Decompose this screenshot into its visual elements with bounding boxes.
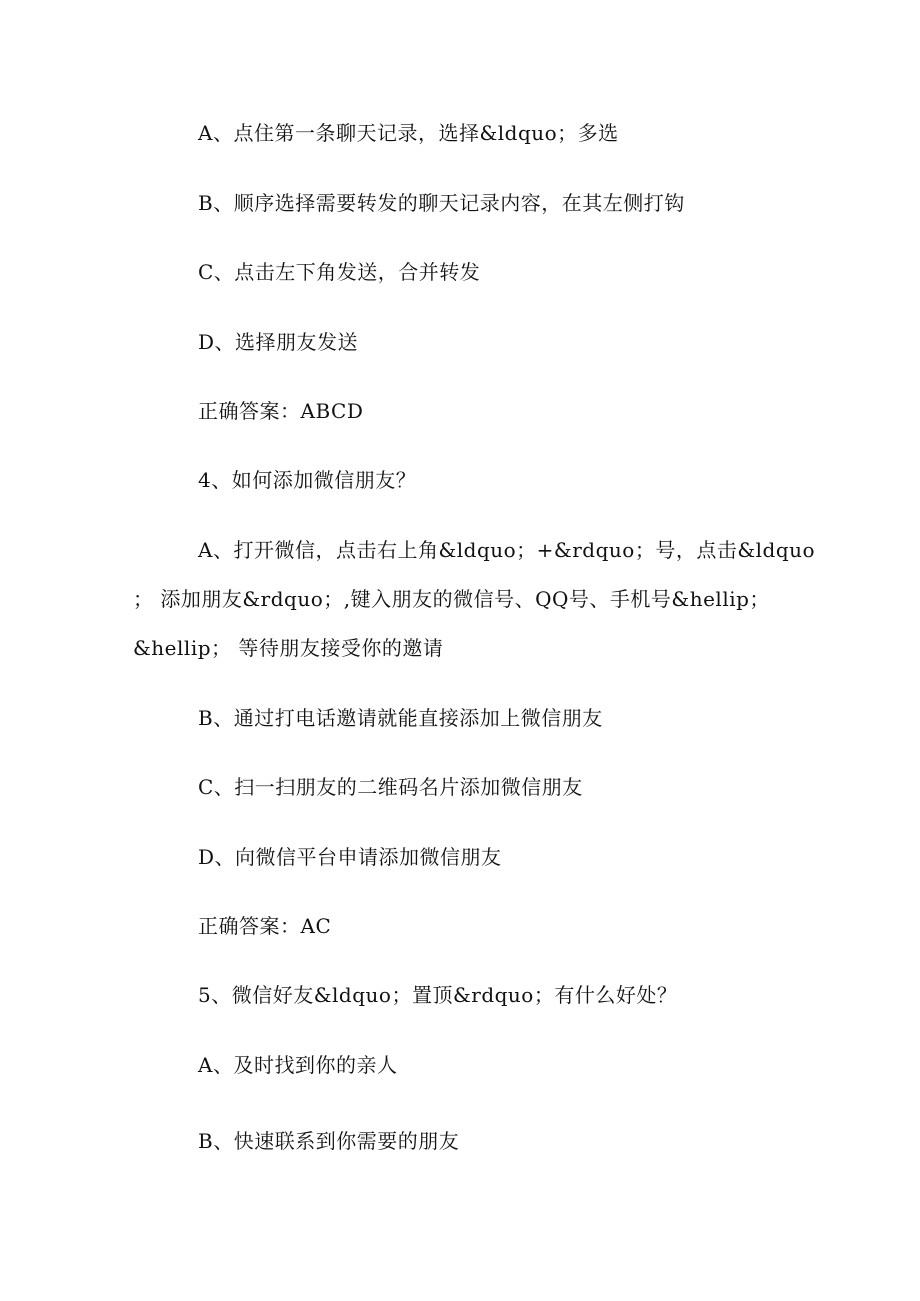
q3-option-b: B、顺序选择需要转发的聊天记录内容，在其左侧打钩 <box>198 191 685 215</box>
q4-question: 4、如何添加微信朋友？ <box>198 468 417 492</box>
q3-option-a: A、点住第一条聊天记录，选择&ldquo；多选 <box>198 121 619 145</box>
q4-option-a-line1: A、打开微信，点击右上角&ldquo；+&rdquo；号，点击&ldquo <box>198 538 816 562</box>
q5-option-b: B、快速联系到你需要的朋友 <box>198 1129 460 1153</box>
q4-option-b: B、通过打电话邀请就能直接添加上微信朋友 <box>198 706 603 730</box>
q4-option-a-line2: ； 添加朋友&rdquo；,键入朋友的微信号、QQ号、手机号&hellip； <box>133 587 770 611</box>
q4-answer: 正确答案：AC <box>198 914 332 938</box>
q3-option-c: C、点击左下角发送，合并转发 <box>198 260 481 284</box>
q4-option-a-line3: &hellip； 等待朋友接受你的邀请 <box>133 636 444 660</box>
q4-option-d: D、向微信平台申请添加微信朋友 <box>198 845 502 869</box>
q5-option-a: A、及时找到你的亲人 <box>198 1053 398 1077</box>
q3-answer: 正确答案：ABCD <box>198 399 364 423</box>
q4-option-c: C、扫一扫朋友的二维码名片添加微信朋友 <box>198 775 583 799</box>
q3-option-d: D、选择朋友发送 <box>198 330 359 354</box>
q5-question: 5、微信好友&ldquo；置顶&rdquo；有什么好处？ <box>198 983 678 1007</box>
